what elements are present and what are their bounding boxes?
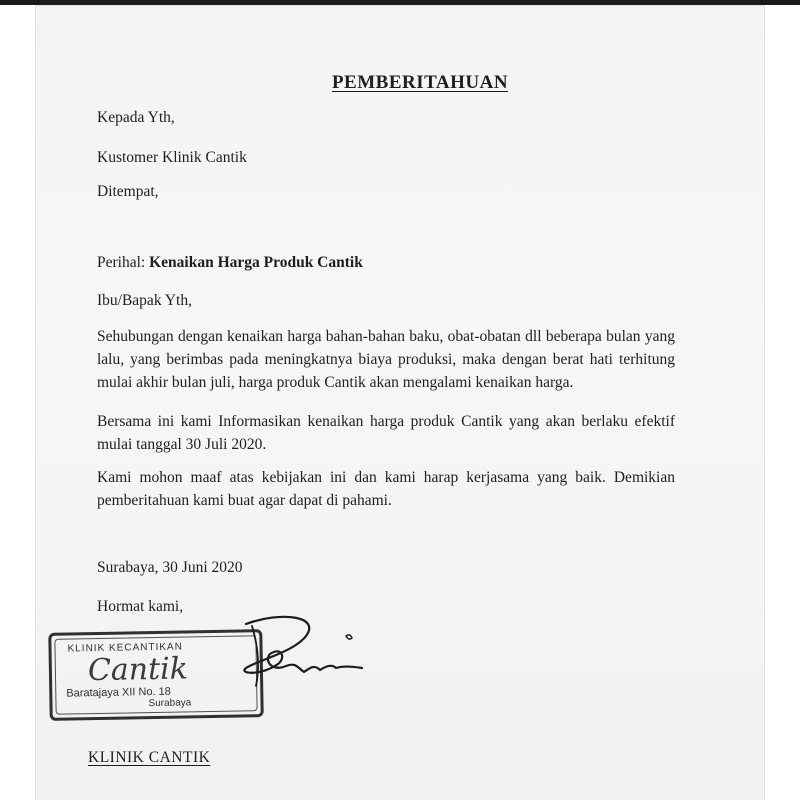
stamp-city: Surabaya: [148, 697, 192, 710]
recipient-line-1: Kepada Yth,: [97, 109, 175, 126]
stamp-address: Baratajaya XII No. 18: [66, 685, 171, 700]
paragraph-1: Sehubungan dengan kenaikan harga bahan-bahan baku, obat-obatan dll beberapa bulan yang lalu, yang berimbas pada meningkatnya biaya produksi, maka dengan berat hati terhitung mulai akhir bulan juli, harga produk Cantik akan mengalami kenaikan harga.: [97, 328, 675, 391]
recipient-line-2: Kustomer Klinik Cantik: [97, 149, 247, 166]
place-date: Surabaya, 30 Juni 2020: [97, 559, 243, 576]
subject-label: Perihal:: [97, 254, 146, 271]
paragraph-2: Bersama ini kami Informasikan kenaikan harga produk Cantik yang akan berlaku efektif mulai tanggal 30 Juli 2020.: [97, 413, 675, 453]
subject-line: [97, 254, 363, 272]
stamp-center-text: Cantik: [87, 651, 189, 689]
closing: Hormat kami,: [97, 598, 184, 615]
recipient-line-3: Ditempat,: [97, 183, 159, 200]
stamp-top-text: KLINIK KECANTIKAN: [67, 641, 183, 655]
signature: [186, 606, 366, 696]
subject-value: Kenaikan Harga Produk Cantik: [149, 254, 363, 271]
company-name: KLINIK CANTIK: [88, 749, 211, 766]
greeting: Ibu/Bapak Yth,: [97, 292, 192, 309]
top-bar: [0, 0, 800, 5]
paragraph-3: Kami mohon maaf atas kebijakan ini dan kami harap kerjasama yang baik. Demikian pemberitahuan kami buat agar dapat di pahami.: [97, 469, 675, 509]
letter-paper: [36, 6, 764, 800]
letter-title: PEMBERITAHUAN: [331, 72, 509, 93]
